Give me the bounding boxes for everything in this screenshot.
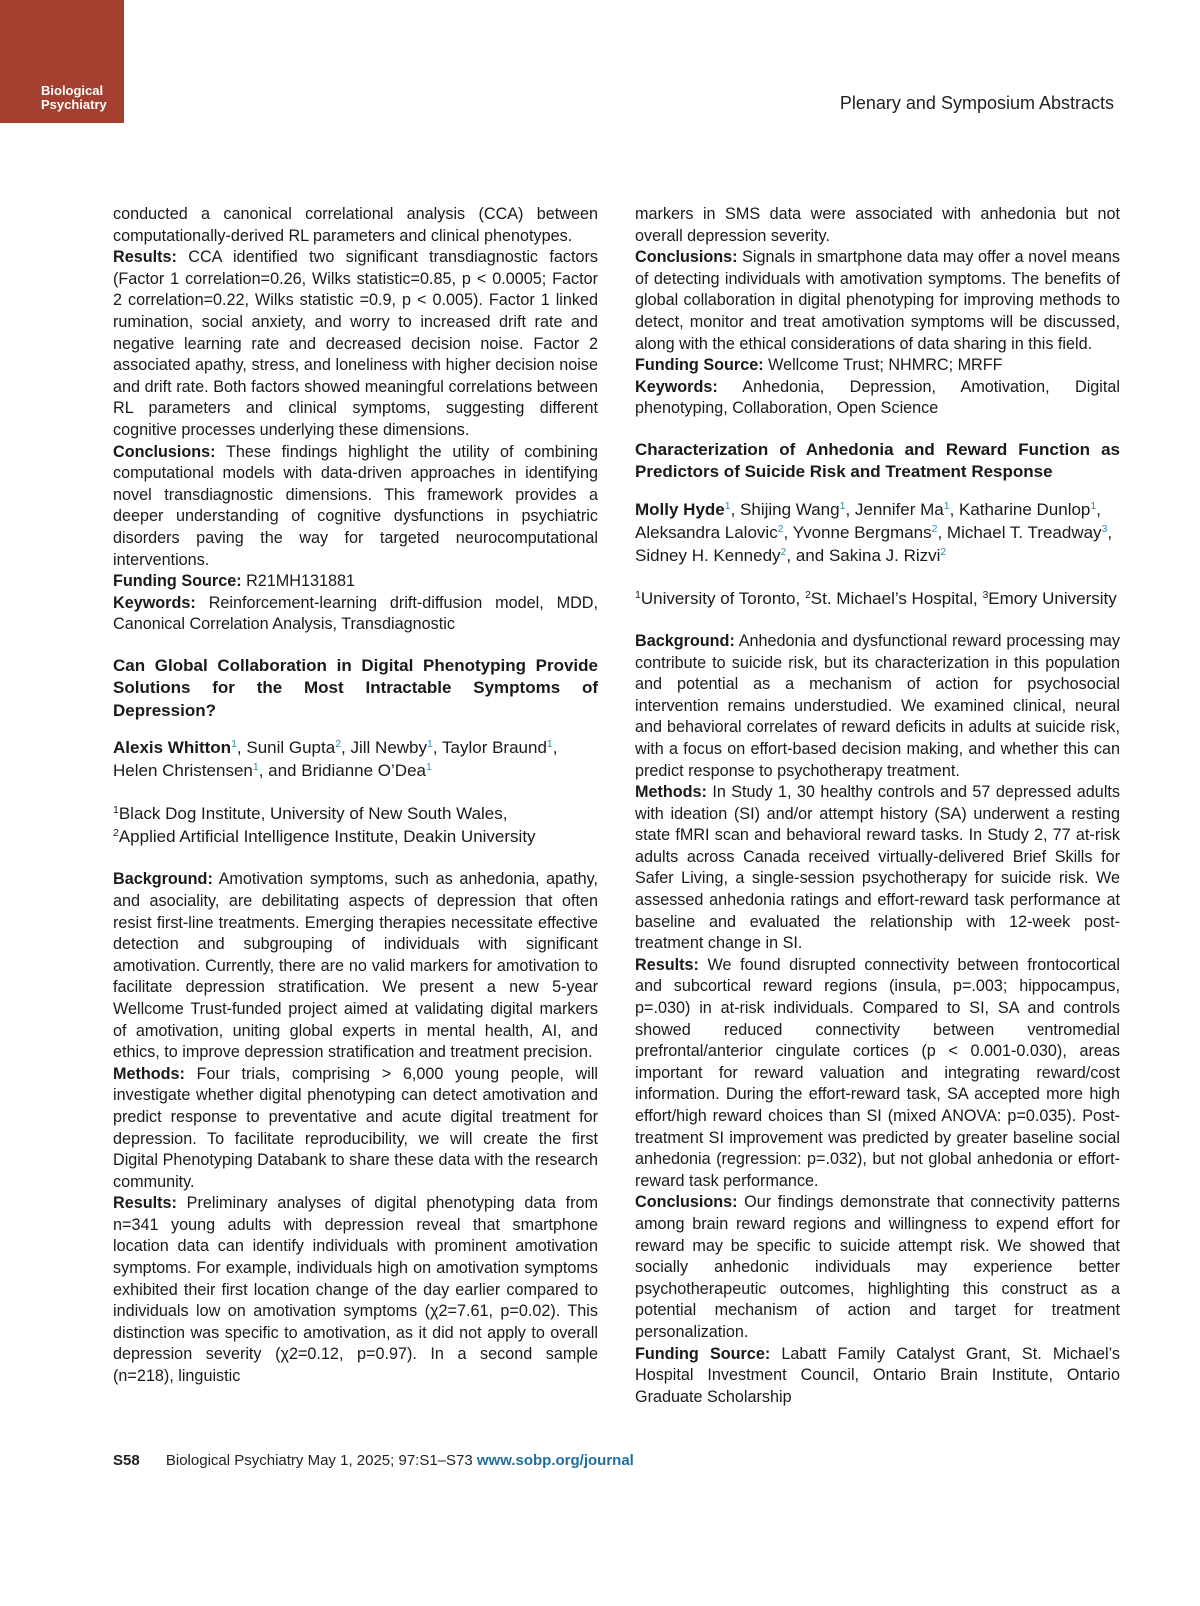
- author-name: Helen Christensen: [113, 761, 253, 781]
- journal-name-line1: Biological: [41, 83, 104, 98]
- author-affiliation-mark: 2: [777, 522, 784, 535]
- author-list: Alexis Whitton$^1$, Sunil Gupta$^2$, Jill Newby$^1$, Taylor Braund$^1$, Helen Christensen$^1$, and Bridianne O’Dea$^1$: [113, 738, 558, 781]
- author-name: Alexis Whitton: [113, 738, 232, 758]
- keywords-paragraph: Keywords: Anhedonia, Depression, Amotivation, Digital phenotyping, Collaboration, Open Science: [635, 377, 1120, 418]
- author-name: Molly Hyde: [635, 499, 725, 519]
- author-affiliation-mark: 2: [940, 545, 947, 558]
- funding-paragraph: Funding Source: Wellcome Trust; NHMRC; MRFF: [635, 356, 1003, 375]
- abstract-title: Can Global Collaboration in Digital Phenotyping Provide Solutions for the Most Intractable Symptoms of Depression?: [113, 655, 598, 720]
- conclusions-paragraph: Conclusions: These findings highlight the utility of combining computational models with data-driven approaches in identifying novel transdiagnostic dimensions. This framework provides a deeper understanding of cognitive dysfunctions in psychiatric disorders paving the way for targeted neurocomputational interventions.: [113, 442, 598, 569]
- author-name: Yvonne Bergmans: [792, 522, 932, 542]
- results-continuation: markers in SMS data were associated with anhedonia but not overall depression severity.: [635, 205, 1120, 245]
- results-text: Preliminary analyses of digital phenotyping data from n=341 young adults with depression reveal that smartphone location data can identify individuals with prominent amotivation symptoms. For example, individuals high on amotivation symptoms exhibited their first location change of the day earlier compared to individuals low on amotivation symptoms (χ2=7.61, p=0.02). This distinction was specific to amotivation, as it did not apply to overall depression severity (χ2=0.12, p=0.97). In a second sample (n=218), linguistic: [113, 1194, 599, 1386]
- abstract-title: Characterization of Anhedonia and Reward Function as Predictors of Suicide Risk and Treatment Response: [635, 439, 1120, 482]
- author-affiliation-mark: 1: [839, 499, 846, 512]
- results-paragraph: Results: CCA identified two significant transdiagnostic factors (Factor 1 correlation=0.26, Wilks statistic=0.85, p < 0.0005; Factor 2 correlation=0.22, Wilks statistic =0.9, p < 0.005). Factor 1 linked rumination, social anxiety, and worry to increased drift rate and negative learning rate and decreased decision noise. Factor 2 associated apathy, stress, and loneliness with higher decision noise and drift rate. Both factors showed meaningful correlations between RL parameters and clinical symptoms, suggesting different cognitive processes underlying these dimensions.: [113, 248, 598, 439]
- journal-logo-tab: [0, 0, 124, 123]
- author-affiliation-mark: 1: [1090, 499, 1097, 512]
- journal-link[interactable]: www.sobp.org/journal: [476, 1452, 634, 1469]
- author-affiliation-mark: 1: [724, 499, 731, 512]
- author-name: Aleksandra Lalovic: [635, 522, 778, 542]
- affiliations: $^1$University of Toronto, $^2$St. Michael’s Hospital, $^3$Emory University: [635, 588, 1117, 608]
- journal-name-line2: Psychiatry: [41, 97, 107, 112]
- right-column: [635, 204, 1120, 1408]
- author-list: Molly Hyde$^1$, Shijing Wang$^1$, Jennifer Ma$^1$, Katharine Dunlop$^1$, Aleksandra Lalovic$^2$, Yvonne Bergmans$^2$, Michael T. Treadway$^3$, Sidney H. Kennedy$^2$, and Sakina J. Rizvi$^2$: [635, 499, 1113, 565]
- author-affiliation-mark: 1: [252, 761, 259, 774]
- author-name: Jill Newby: [350, 738, 428, 758]
- author-name: Michael T. Treadway: [946, 522, 1102, 542]
- author-affiliation-mark: 2: [931, 522, 938, 535]
- author-affiliation-mark: 2: [780, 545, 787, 558]
- author-affiliation-mark: 2: [335, 738, 342, 751]
- author-affiliation-mark: 1: [546, 738, 553, 751]
- author-name: Katharine Dunlop: [959, 499, 1091, 519]
- author-affiliation-mark: 1: [427, 738, 433, 751]
- methods-paragraph: Methods: In Study 1, 30 healthy controls and 57 depressed adults with ideation (SI) and/or attempt history (SA) underwent a resting state fMRI scan and behavioral reward tasks. In Study 2, 77 at-risk adults across Canada received virtually-delivered Brief Skills for Safer Living, a single-session psychotherapy for suicide risk. We assessed anhedonia ratings and effort-reward task performance at baseline and evaluated the relationship with 12-week post-treatment change in SI.: [635, 783, 1121, 953]
- funding-paragraph: Funding Source: R21MH131881: [113, 572, 355, 591]
- page-footer: [113, 1452, 634, 1469]
- author-name: Jennifer Ma: [854, 499, 944, 519]
- methods-paragraph: Methods: Four trials, comprising > 6,000 young people, will investigate whether digital phenotyping can detect amotivation and predict response to preventative and acute digital treatment for depression. To facilitate reproducibility, we will create the first Digital Phenotyping Databank to share these data with the research community.: [113, 1064, 599, 1191]
- background-paragraph: Background: Anhedonia and dysfunctional reward processing may contribute to suicide risk, but its characterization in this population and potential as a mechanism of action for psychosocial intervention remains understudied. We examined clinical, neural and behavioral correlates of reward deficits in adults at suicide risk, with a focus on effort-based decision making, and whether this can predict response to psychotherapy treatment.: [635, 631, 1120, 780]
- funding-paragraph: Funding Source: Labatt Family Catalyst Grant, St. Michael’s Hospital Investment Council, Ontario Brain Institute, Ontario Graduate Scholarship: [635, 1344, 1121, 1406]
- author-affiliation-mark: 1: [943, 499, 950, 512]
- left-column: [113, 204, 598, 1388]
- author-name: Sidney H. Kennedy: [635, 545, 781, 565]
- running-head: Plenary and Symposium Abstracts: [839, 93, 1114, 113]
- conclusions-paragraph: Conclusions: Signals in smartphone data may offer a novel means of detecting individuals with amotivation symptoms. The benefits of global collaboration in digital phenotyping for improving methods to detect, monitor and treat amotivation symptoms will be discussed, along with the ethical considerations of data sharing in this field.: [635, 248, 1121, 353]
- results-paragraph: Results: Preliminary analyses of digital phenotyping data from n=341 young adults with depression reveal that smartphone location data can identify individuals with prominent amotivation symptoms. For example, individuals high on amotivation symptoms exhibited their first location change of the day earlier compared to individuals low on amotivation symptoms (χ2=7.61, p=0.02). This distinction was specific to amotivation, as it did not apply to overall depression severity (χ2=0.12, p=0.97). In a second sample (n=218), linguistic: [113, 1194, 599, 1386]
- page-number: S58: [113, 1452, 140, 1469]
- continuation-paragraph: conducted a canonical correlational analysis (CCA) between computationally-derived RL parameters and clinical phenotypes.: [113, 205, 598, 245]
- keywords-paragraph: Keywords: Reinforcement-learning drift-diffusion model, MDD, Canonical Correlation Analysis, Transdiagnostic: [113, 593, 598, 634]
- citation: Biological Psychiatry May 1, 2025; 97:S1–S73: [165, 1452, 473, 1469]
- author-affiliation-mark: 1: [231, 738, 237, 751]
- conclusions-paragraph: Conclusions: Our findings demonstrate that connectivity patterns among brain reward regions and willingness to expend effort for reward may be specific to suicide attempt risk. We showed that socially anhedonic individuals may experience better psychotherapeutic outcomes, highlighting this construct as a potential mechanism of action and target for treatment personalization.: [635, 1193, 1120, 1341]
- author-name: Sunil Gupta: [246, 738, 336, 758]
- affiliations: $^1$Black Dog Institute, University of New South Wales, $^2$Applied Artificial Intelligence Institute, Deakin University: [113, 804, 536, 847]
- results-paragraph: Results: We found disrupted connectivity between frontocortical and subcortical reward regions (insula, p=.003; hippocampus, p=.030) in at-risk individuals. Compared to SI, SA and controls showed reduced connectivity between ventromedial prefrontal/anterior cingulate cortices (p < 0.001-0.030), areas important for reward valuation and integrating reward/cost information. During the effort-reward task, SA accepted more high effort/high reward choices than SI (mixed ANOVA: p=0.035). Post-treatment SI improvement was predicted by greater baseline social anhedonia (regression: p=.032), but not global anhedonia or effort-reward task performance.: [635, 955, 1120, 1190]
- author-name: Taylor Braund: [442, 738, 547, 758]
- author-affiliation-mark: 1: [426, 761, 432, 774]
- author-name: Shijing Wang: [740, 499, 840, 519]
- author-name: Bridianne O’Dea: [301, 761, 426, 781]
- background-paragraph: Background: Amotivation symptoms, such as anhedonia, apathy, and asociality, are debilitating aspects of depression that often resist first-line treatments. Emerging therapies necessitate effective detection and subgrouping of individuals with significant amotivation. Currently, there are no valid markers for amotivation to facilitate depression stratification. We present a new 5-year Wellcome Trust-funded project aimed at validating digital markers of amotivation, uniting global experts in mental health, AI, and ethics, to improve depression stratification and treatment precision.: [113, 870, 598, 1062]
- author-name: Sakina J. Rizvi: [828, 545, 941, 565]
- author-affiliation-mark: 3: [1101, 522, 1108, 535]
